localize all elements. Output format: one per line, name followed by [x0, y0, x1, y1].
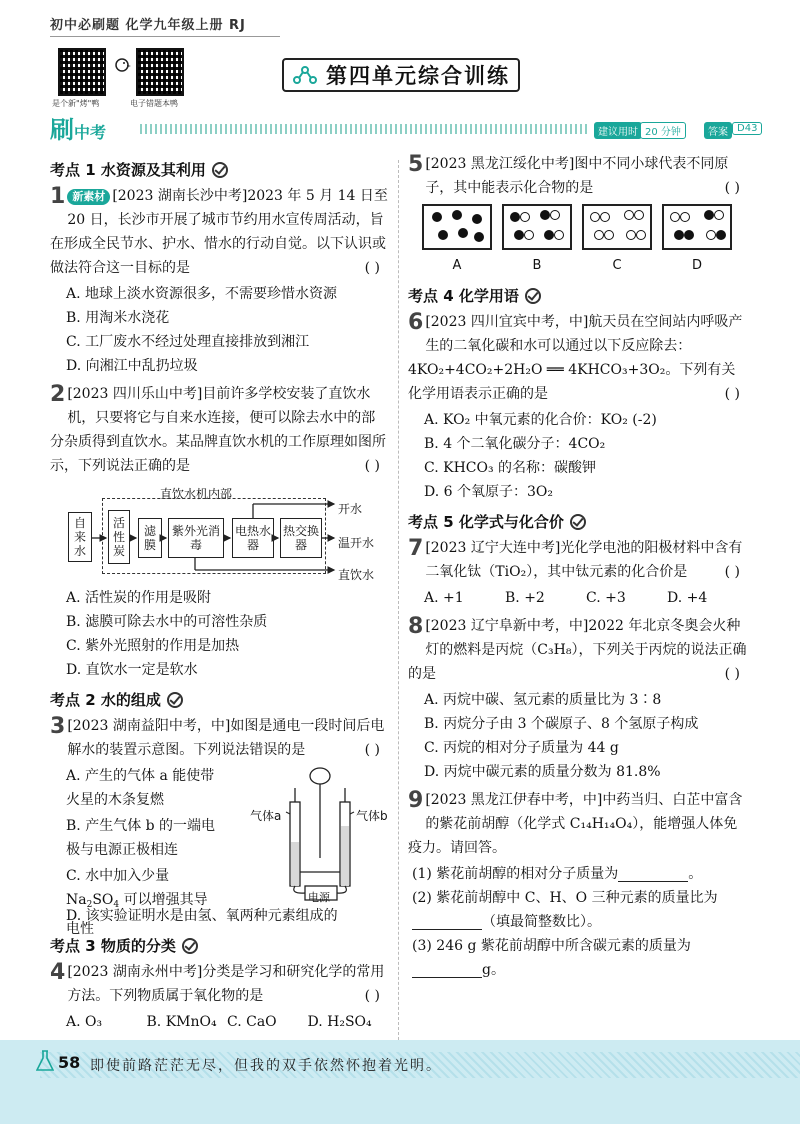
- right-column: [408, 152, 748, 982]
- section-heading-4: 考点 4 化学用语: [408, 284, 748, 308]
- question-text: [2023 湖南永州中考]分类是学习和研究化学的常用方法。下列物质属于氧化物的是: [67, 964, 385, 1004]
- particle-models: [422, 204, 748, 250]
- answer-bracket[interactable]: ( ): [724, 180, 740, 196]
- gas-a-label: 气体a: [250, 809, 282, 823]
- question-text: [2023 黑龙江绥化中考]图中不同小球代表不同原子，其中能表示化合物的是: [425, 156, 729, 196]
- electrolysis-apparatus: [250, 762, 390, 902]
- question-number: 4: [50, 960, 66, 985]
- diagram-inside-label: 直饮水机内部: [160, 487, 233, 501]
- option-a[interactable]: A. O₃: [66, 1014, 103, 1030]
- model-b[interactable]: [502, 204, 572, 250]
- answer-value: D43: [732, 122, 762, 135]
- option-d[interactable]: D. 该实验证明水是由氢、氧两种元素组成的: [66, 908, 338, 924]
- answer-blank[interactable]: [618, 865, 688, 882]
- sub-question-3: (3) 246 g 紫花前胡醇中所含碳元素的质量为 g。: [412, 938, 691, 978]
- column-divider: [398, 160, 399, 1040]
- exchanger-box: 热交换器: [280, 518, 322, 558]
- question-text: [2023 辽宁大连中考]光化学电池的阳极材料中含有二氧化钛（TiO₂），其中钛元素的化合价是: [425, 540, 743, 580]
- time-label: 建议用时: [594, 122, 642, 139]
- footer-motto: 即使前路茫茫无尽，但我的双手依然怀抱着光明。: [90, 1058, 442, 1074]
- question-7: [408, 536, 748, 584]
- question-number: 5: [408, 152, 424, 177]
- option-c[interactable]: C. +3: [586, 590, 626, 606]
- check-icon: [525, 288, 541, 304]
- check-icon: [212, 162, 228, 178]
- option-b[interactable]: B. 用淘米水浇花: [66, 310, 170, 326]
- answer-label: 答案: [704, 122, 732, 139]
- tap-water-box: 自来水: [68, 512, 92, 562]
- option-d[interactable]: D. H₂SO₄: [307, 1014, 372, 1030]
- check-icon: [182, 938, 198, 954]
- question-9: [408, 788, 748, 860]
- option-b[interactable]: B. KMnO₄: [146, 1014, 217, 1030]
- question-8: [408, 614, 748, 686]
- brand-big: 刷: [50, 116, 74, 144]
- banner-stripe: [140, 124, 590, 134]
- option-b[interactable]: B. +2: [505, 590, 545, 606]
- option-d[interactable]: D. 丙烷中碳元素的质量分数为 81.8%: [424, 764, 661, 780]
- option-a[interactable]: A. +1: [424, 590, 464, 606]
- answer-blank[interactable]: [412, 961, 482, 978]
- options-row: [50, 1010, 388, 1034]
- option-b[interactable]: B. 滤膜可除去水中的可溶性杂质: [66, 614, 268, 630]
- option-c[interactable]: C. KHCO₃ 的名称：碳酸钾: [424, 460, 597, 476]
- brand-small: 中考: [74, 123, 107, 142]
- page-number: 58: [58, 1053, 81, 1072]
- label-b: B: [532, 258, 542, 273]
- question-text: [2023 湖南益阳中考，中]如图是通电一段时间后电解水的装置示意图。下列说法错误的是: [67, 718, 385, 758]
- brand-mark: [50, 110, 106, 145]
- left-column: [50, 152, 388, 1034]
- duck-icon: [112, 56, 132, 76]
- power-source-label: 电源: [308, 891, 330, 904]
- molecule-icon: [292, 64, 318, 86]
- option-d[interactable]: D. 6 个氧原子：3O₂: [424, 484, 553, 500]
- answer-bracket[interactable]: ( ): [724, 564, 740, 580]
- option-b[interactable]: B. 丙烷分子由 3 个碳原子、8 个氢原子构成: [424, 716, 699, 732]
- flask-icon: [36, 1050, 54, 1072]
- water-dispenser-diagram: [50, 482, 388, 582]
- answer-bracket[interactable]: ( ): [364, 988, 380, 1004]
- question-text: [2023 黑龙江伊春中考，中]中药当归、白芷中富含的紫花前胡醇（化学式 C₁₄H₁₄O₄），能增强人体免疫力。请回答。: [408, 792, 743, 856]
- uv-box: 紫外光消毒: [168, 518, 224, 558]
- label-a: A: [452, 258, 462, 273]
- option-a[interactable]: A. 地球上淡水资源很多，不需要珍惜水资源: [66, 286, 338, 302]
- option-c[interactable]: C. 水中加入少量 $Na_2SO_4$ 可以增强其导电性: [66, 868, 208, 937]
- model-a[interactable]: [422, 204, 492, 250]
- question-6: [408, 310, 748, 406]
- section-heading-3: 考点 3 物质的分类: [50, 934, 388, 958]
- label-d: D: [691, 258, 702, 273]
- gas-b-label: 气体b: [356, 809, 388, 823]
- question-1: [50, 184, 388, 280]
- option-a[interactable]: A. 活性炭的作用是吸附: [66, 590, 212, 606]
- question-number: 8: [408, 614, 424, 639]
- heater-box: 电热水器: [232, 518, 274, 558]
- qr-code-left[interactable]: [58, 48, 106, 96]
- option-c[interactable]: C. CaO: [227, 1014, 277, 1030]
- new-material-badge: 新素材: [67, 189, 110, 205]
- unit-title: 第四单元综合训练: [326, 64, 510, 88]
- model-labels: [422, 254, 748, 278]
- option-a[interactable]: A. 丙烷中碳、氢元素的质量比为 3∶8: [424, 692, 662, 708]
- section-heading-2: 考点 2 水的组成: [50, 688, 388, 712]
- sub-question-1: (1) 紫花前胡醇的相对分子质量为 。: [412, 866, 703, 882]
- question-number: 2: [50, 382, 66, 407]
- header-divider: [50, 36, 280, 37]
- warm-water-label: 温开水: [338, 536, 375, 550]
- model-d[interactable]: [662, 204, 732, 250]
- option-b[interactable]: B. 产生气体 b 的一端电极与电源正极相连: [66, 818, 216, 858]
- answer-bracket[interactable]: ( ): [364, 458, 380, 474]
- option-a[interactable]: A. 产生的气体 a 能使带火星的木条复燃: [66, 768, 215, 808]
- question-number: 3: [50, 714, 66, 739]
- answer-bracket[interactable]: ( ): [724, 386, 740, 402]
- check-icon: [167, 692, 183, 708]
- label-c: C: [612, 258, 622, 273]
- section-heading-5: 考点 5 化学式与化合价: [408, 510, 748, 534]
- options-row: [408, 586, 748, 610]
- option-d[interactable]: D. 向湘江中乱扔垃圾: [66, 358, 198, 374]
- answer-bracket[interactable]: ( ): [364, 260, 380, 276]
- sub-question-2: (2) 紫花前胡醇中 C、H、O 三种元素的质量比为 （填最简整数比）。: [412, 890, 718, 930]
- question-2: [50, 382, 388, 478]
- question-3: [50, 714, 388, 762]
- time-value: 20 分钟: [640, 122, 686, 139]
- answer-bracket[interactable]: ( ): [724, 666, 740, 682]
- check-icon: [570, 514, 586, 530]
- question-text: [2023 湖南长沙中考]2023 年 5 月 14 日至 20 日，长沙市开展了城市节约用水宣传周活动，旨在形成全民节水、护水、惜水的行动自觉。以下认识或做法符合这一目标的是: [50, 188, 388, 276]
- carbon-box: 活性炭: [108, 510, 130, 564]
- option-d[interactable]: D. +4: [667, 590, 708, 606]
- question-number: 6: [408, 310, 424, 335]
- answer-blank[interactable]: [412, 913, 482, 930]
- question-number: 9: [408, 788, 424, 813]
- question-number: 7: [408, 536, 424, 561]
- question-4: [50, 960, 388, 1008]
- option-c[interactable]: C. 紫外光照射的作用是加热: [66, 638, 240, 654]
- question-text: [2023 四川乐山中考]目前许多学校安装了直饮水机，只要将它与自来水连接，便可以除去水中的部分杂质得到直饮水。某品牌直饮水机的工作原理如图所示，下列说法正确的是: [50, 386, 386, 474]
- model-c[interactable]: [582, 204, 652, 250]
- qr-right-caption: 电子错题本鸭: [130, 99, 178, 108]
- option-d[interactable]: D. 直饮水一定是软水: [66, 662, 198, 678]
- option-b[interactable]: B. 4 个二氧化碳分子：4CO₂: [424, 436, 606, 452]
- book-title: 初中必刷题 化学九年级上册 RJ: [50, 18, 246, 33]
- membrane-box: 滤膜: [138, 518, 162, 558]
- question-text: [2023 四川宜宾中考，中]航天员在空间站内呼吸产生的二氧化碳和水可以通过以下反应除去：4KO₂+4CO₂+2H₂O ══ 4KHCO₃+3O₂。下列有关化学用语表示正确的是: [408, 314, 743, 402]
- section-heading-1: 考点 1 水资源及其利用: [50, 158, 388, 182]
- option-c[interactable]: C. 工厂废水不经过处理直接排放到湘江: [66, 334, 310, 350]
- qr-code-right[interactable]: [136, 48, 184, 96]
- qr-left-caption: 是个新"烤"鸭: [52, 99, 100, 108]
- answer-bracket[interactable]: ( ): [364, 742, 380, 758]
- option-a[interactable]: A. KO₂ 中氧元素的化合价：KO₂ (-2): [424, 412, 657, 428]
- unit-title-box: [282, 58, 520, 92]
- question-number: 1: [50, 184, 66, 209]
- question-5: [408, 152, 748, 200]
- boiling-water-label: 开水: [338, 502, 363, 516]
- drinking-water-label: 直饮水: [338, 568, 375, 582]
- option-c[interactable]: C. 丙烷的相对分子质量为 44 g: [424, 740, 619, 756]
- question-text: [2023 辽宁阜新中考，中]2022 年北京冬奥会火种灯的燃料是丙烷（C₃H₈），下列关于丙烷的说法正确的是: [408, 618, 747, 682]
